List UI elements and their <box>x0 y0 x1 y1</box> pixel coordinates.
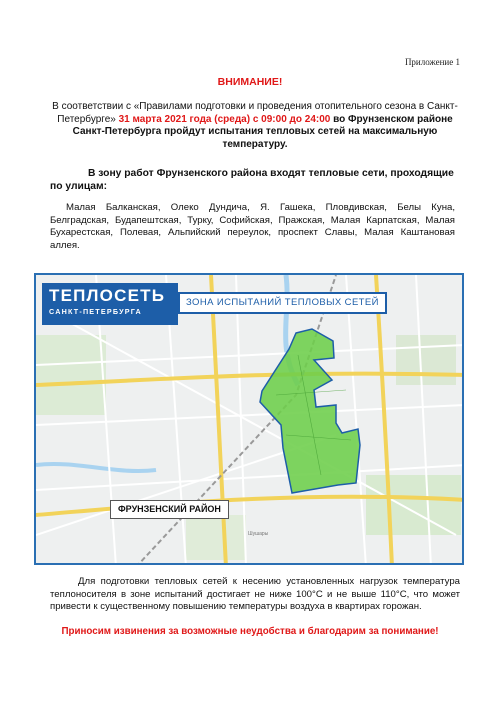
test-date: 31 марта 2021 года (среда) с 09:00 до 24:00 <box>118 113 331 125</box>
attention-heading: ВНИМАНИЕ! <box>217 76 283 88</box>
teploset-logo <box>42 283 178 325</box>
zone-title-label: ЗОНА ИСПЫТАНИЙ ТЕПЛОВЫХ СЕТЕЙ <box>178 292 387 314</box>
apology-text: Приносим извинения за возможные неудобства и благодарим за понимание! <box>61 626 439 637</box>
map-image <box>34 273 464 565</box>
logo-sub-text: САНКТ-ПЕТЕРБУРГА <box>49 307 142 316</box>
district-label: ФРУНЗЕНСКИЙ РАЙОН <box>110 500 229 519</box>
zone-heading: В зону работ Фрунзенского района входят тепловые сети, проходящие по улицам: <box>50 168 454 192</box>
streets-list: Малая Балканская, Олеко Дундича, Я. Гашека, Пловдивская, Белы Куна, Белградская, Будапештская, Турку, Софийская, Пражская, Малая Карпатская, Малая Бухарестская, Полевая, Альпийский переулок, проспект Славы, Малая Каштановая аллея. <box>50 202 455 251</box>
intro-text-start: В соответствии с «Правилами подготовки и проведения отопительного сезона в Санкт-Петербурге» <box>52 101 458 125</box>
intro-paragraph <box>50 101 460 151</box>
place-label: Шушары <box>248 531 269 537</box>
appendix-label: Приложение 1 <box>404 57 460 67</box>
bottom-paragraph: Для подготовки тепловых сетей к несению установленных нагрузок температура теплоносителя в зоне испытаний достигает не ниже 100°С и не выше 110°С, что может привести к существенному повышению температуры воздуха в квартирах горожан. <box>50 576 460 613</box>
logo-main-text: ТЕПЛОСЕТЬ <box>49 286 166 305</box>
intro-text-end: во Фрунзенском районе Санкт-Петербурга пройдут испытания тепловых сетей на максимальную температуру. <box>72 113 453 150</box>
